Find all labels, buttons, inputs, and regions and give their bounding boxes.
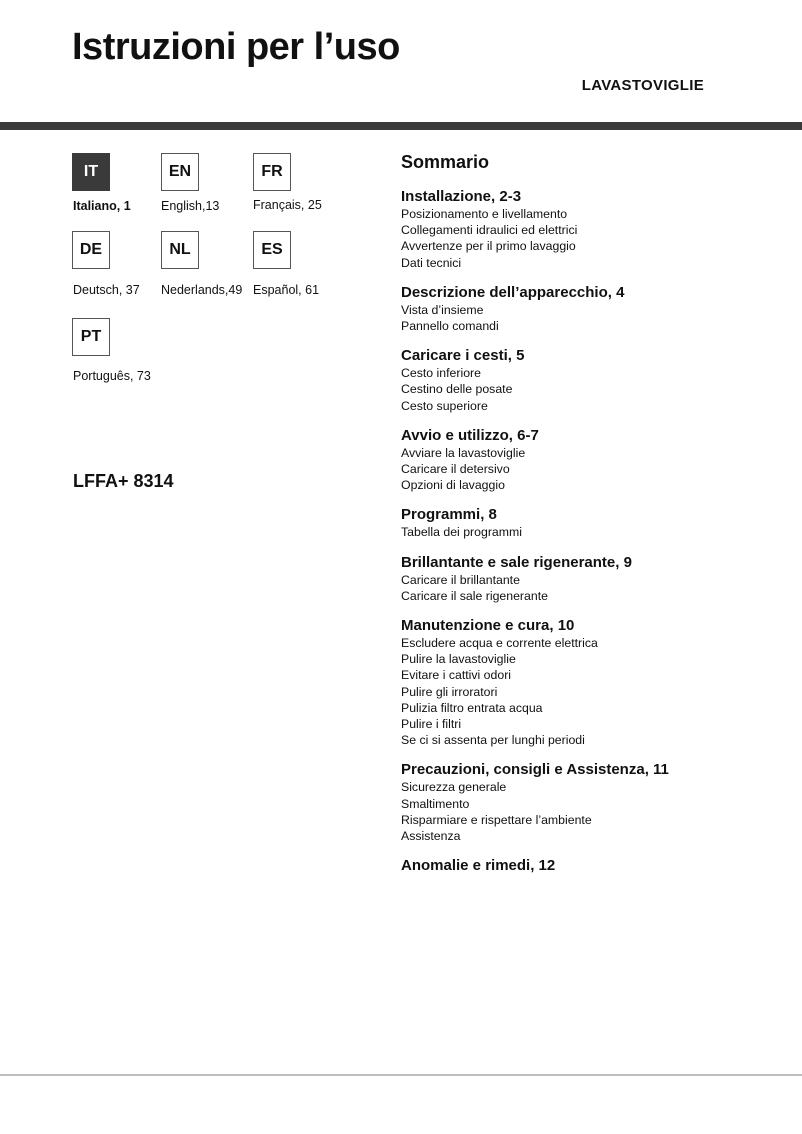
- toc-section-heading[interactable]: Programmi, 8: [401, 506, 497, 524]
- toc-item[interactable]: Sicurezza generale: [401, 780, 507, 795]
- toc-section: [401, 427, 791, 494]
- toc-section-heading[interactable]: Anomalie e rimedi, 12: [401, 857, 556, 875]
- language-label-nl: Nederlands,49: [161, 283, 243, 297]
- toc-section-heading[interactable]: Caricare i cesti, 5: [401, 347, 525, 365]
- toc-item[interactable]: Opzioni di lavaggio: [401, 478, 505, 493]
- toc-item[interactable]: Pulizia filtro entrata acqua: [401, 700, 543, 715]
- toc-section: [401, 761, 791, 844]
- header-divider: [0, 122, 802, 130]
- language-label-en: English,13: [161, 199, 220, 213]
- language-box-nl[interactable]: NL: [161, 231, 199, 269]
- product-category: LAVASTOVIGLIE: [581, 77, 704, 94]
- model-number: LFFA+ 8314: [73, 471, 174, 491]
- toc-item[interactable]: Vista d’insieme: [401, 302, 484, 317]
- toc-section: [401, 554, 791, 604]
- toc-item[interactable]: Posizionamento e livellamento: [401, 207, 568, 221]
- toc-section-heading[interactable]: Precauzioni, consigli e Assistenza, 11: [401, 761, 669, 779]
- toc-item[interactable]: Caricare il detersivo: [401, 462, 510, 477]
- toc-section-heading[interactable]: Descrizione dell’apparecchio, 4: [401, 283, 625, 301]
- toc-item[interactable]: Pulire i filtri: [401, 717, 462, 732]
- language-label-de: Deutsch, 37: [73, 283, 140, 297]
- language-box-fr[interactable]: FR: [253, 153, 291, 191]
- toc-item[interactable]: Avviare la lavastoviglie: [401, 445, 526, 460]
- language-label-pt: Português, 73: [73, 369, 151, 383]
- toc-section: [401, 347, 791, 414]
- toc-item[interactable]: Collegamenti idraulici ed elettrici: [401, 223, 578, 238]
- language-label-es: Español, 61: [253, 283, 320, 297]
- language-box-pt[interactable]: PT: [72, 318, 110, 356]
- toc-item[interactable]: Caricare il brillantante: [401, 572, 520, 587]
- toc-item[interactable]: Dati tecnici: [401, 255, 462, 270]
- toc-item[interactable]: Escludere acqua e corrente elettrica: [401, 636, 598, 651]
- toc-item[interactable]: Pannello comandi: [401, 319, 499, 334]
- language-label-it: Italiano, 1: [73, 199, 131, 213]
- toc-section-heading[interactable]: Manutenzione e cura, 10: [401, 617, 575, 635]
- toc-section: [401, 506, 791, 540]
- toc-section: [401, 617, 791, 748]
- toc-item[interactable]: Caricare il sale rigenerante: [401, 588, 548, 603]
- toc-item[interactable]: Cesto superiore: [401, 398, 488, 413]
- language-box-es[interactable]: ES: [253, 231, 291, 269]
- toc-item[interactable]: Evitare i cattivi odori: [401, 668, 512, 683]
- footer-divider: [0, 1074, 802, 1076]
- toc-section: [401, 284, 791, 334]
- toc-item[interactable]: Risparmiare e rispettare l’ambiente: [401, 812, 592, 827]
- toc-item[interactable]: Cestino delle posate: [401, 382, 513, 397]
- toc-item[interactable]: Pulire la lavastoviglie: [401, 652, 516, 667]
- table-of-contents: [401, 151, 791, 888]
- toc-title: Sommario: [401, 152, 490, 172]
- toc-section-heading[interactable]: Brillantante e sale rigenerante, 9: [401, 553, 632, 571]
- toc-item[interactable]: Se ci si assenta per lunghi periodi: [401, 733, 585, 748]
- toc-item[interactable]: Tabella dei programmi: [401, 525, 522, 540]
- toc-item[interactable]: Assistenza: [401, 829, 461, 844]
- language-box-en[interactable]: EN: [161, 153, 199, 191]
- toc-item[interactable]: Avvertenze per il primo lavaggio: [401, 239, 576, 254]
- language-box-it[interactable]: IT: [72, 153, 110, 191]
- language-label-fr: Français, 25: [253, 198, 322, 212]
- toc-section: [401, 857, 791, 875]
- toc-item[interactable]: Smaltimento: [401, 796, 470, 811]
- document-title: Istruzioni per l’uso: [72, 26, 400, 68]
- toc-section-heading[interactable]: Avvio e utilizzo, 6-7: [401, 426, 539, 444]
- language-box-de[interactable]: DE: [72, 231, 110, 269]
- toc-item[interactable]: Pulire gli irroratori: [401, 684, 498, 699]
- toc-section-heading[interactable]: Installazione, 2-3: [401, 188, 522, 205]
- toc-section: [401, 188, 791, 271]
- toc-item[interactable]: Cesto inferiore: [401, 366, 481, 381]
